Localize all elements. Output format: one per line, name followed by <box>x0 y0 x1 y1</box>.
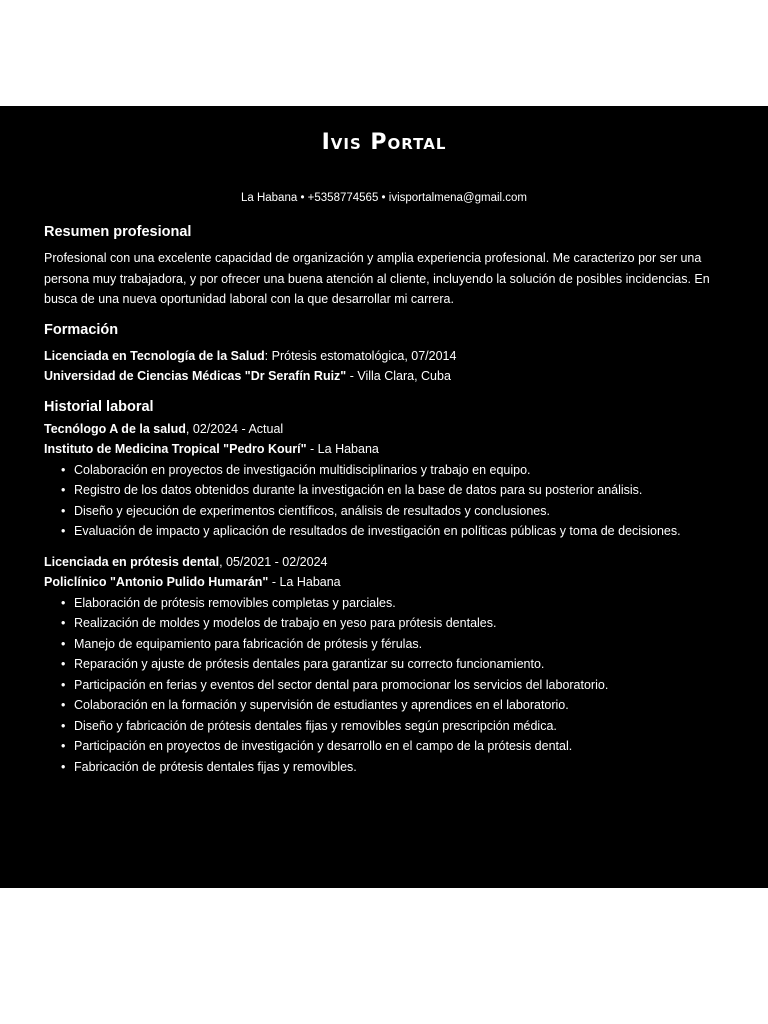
job-responsibilities <box>44 460 720 542</box>
education-heading: Formación <box>44 321 119 338</box>
education-institution-location: - Villa Clara, Cuba <box>346 369 451 383</box>
list-item: • Registro de los datos obtenidos durante la investigación en la base de datos para su posterior análisis. <box>74 480 720 501</box>
bullet-icon: • <box>61 657 66 671</box>
bullet-icon: • <box>61 698 66 712</box>
contact-phone: +5358774565 <box>307 192 379 204</box>
education-institution-line <box>44 366 720 387</box>
education-degree-line <box>44 346 720 367</box>
list-item: • Evaluación de impacto y aplicación de resultados de investigación en políticas públicas y toma de decisiones. <box>74 521 720 542</box>
job-company: Instituto de Medicina Tropical "Pedro Kourí" <box>44 442 307 456</box>
list-item: • Elaboración de prótesis removibles completas y parciales. <box>74 593 720 614</box>
job-company-line <box>44 439 720 460</box>
bullet-icon: • <box>61 718 66 733</box>
list-item: • Colaboración en proyectos de investigación multidisciplinarios y trabajo en equipo. <box>74 460 720 481</box>
summary-text: Profesional con una excelente capacidad de organización y amplia experiencia profesional. Me caracterizo por ser una persona muy trabajadora, y por ofrecer una buena atención al cliente, incluyendo la solución de posibles incidencias. En busca de una nueva oportunidad laboral con la que desarrollar mi carrera. <box>44 251 710 306</box>
list-item: • Manejo de equipamiento para fabricación de prótesis y férulas. <box>74 634 720 655</box>
list-item: • Diseño y fabricación de prótesis dentales fijas y removibles según prescripción médica. <box>74 716 720 737</box>
contact-separator: • <box>378 192 389 204</box>
bullet-icon: • <box>61 636 66 651</box>
summary-heading: Resumen profesional <box>44 224 192 240</box>
bullet-icon: • <box>61 483 66 497</box>
list-item: • Fabricación de prótesis dentales fijas y removibles. <box>74 757 720 778</box>
job-role-line <box>44 552 720 573</box>
job-role-line <box>44 419 720 440</box>
job-entry <box>44 419 720 542</box>
job-responsibilities <box>44 593 720 778</box>
work-heading: Historial laboral <box>44 398 154 415</box>
education-degree-detail: : Prótesis estomatológica, 07/2014 <box>264 348 457 363</box>
bullet-icon: • <box>61 759 66 774</box>
list-item: • Reparación y ajuste de prótesis dentales para garantizar su correcto funcionamiento. <box>74 654 720 675</box>
contact-separator: • <box>297 192 308 204</box>
contact-location: La Habana <box>240 192 298 204</box>
resume-page <box>0 106 768 888</box>
list-item: • Realización de moldes y modelos de trabajo en yeso para prótesis dentales. <box>74 613 720 634</box>
job-role: Licenciada en prótesis dental <box>44 554 220 569</box>
bullet-icon: • <box>61 462 66 477</box>
bullet-icon: • <box>61 524 66 538</box>
job-location: - La Habana <box>268 575 341 589</box>
list-item: • Participación en ferias y eventos del sector dental para promocionar los servicios del laboratorio. <box>74 675 720 696</box>
job-dates: , 05/2021 - 02/2024 <box>219 554 328 569</box>
candidate-name: Ivis Portal <box>321 130 447 155</box>
list-item: • Participación en proyectos de investigación y desarrollo en el campo de la prótesis dental. <box>74 736 720 757</box>
contact-line <box>0 192 768 204</box>
job-entry <box>44 552 720 778</box>
job-company-line <box>44 572 720 593</box>
job-dates: , 02/2024 - Actual <box>185 421 284 436</box>
list-item: • Colaboración en la formación y supervisión de estudiantes y aprendices en el laboratorio. <box>74 695 720 716</box>
bullet-icon: • <box>61 616 66 630</box>
resume-content <box>44 222 720 777</box>
job-role: Tecnólogo A de la salud <box>44 421 186 436</box>
education-institution: Universidad de Ciencias Médicas "Dr Serafín Ruiz" <box>44 369 347 383</box>
job-location: - La Habana <box>306 442 379 456</box>
bullet-icon: • <box>61 595 66 610</box>
bullet-icon: • <box>61 503 66 518</box>
bullet-icon: • <box>61 739 66 753</box>
contact-email[interactable]: ivisportalmena@gmail.com <box>388 192 528 204</box>
bullet-icon: • <box>61 677 66 692</box>
list-item: • Diseño y ejecución de experimentos científicos, análisis de resultados y conclusiones. <box>74 501 720 522</box>
education-degree: Licenciada en Tecnología de la Salud <box>44 348 265 363</box>
job-company: Policlínico "Antonio Pulido Humarán" <box>44 575 269 589</box>
